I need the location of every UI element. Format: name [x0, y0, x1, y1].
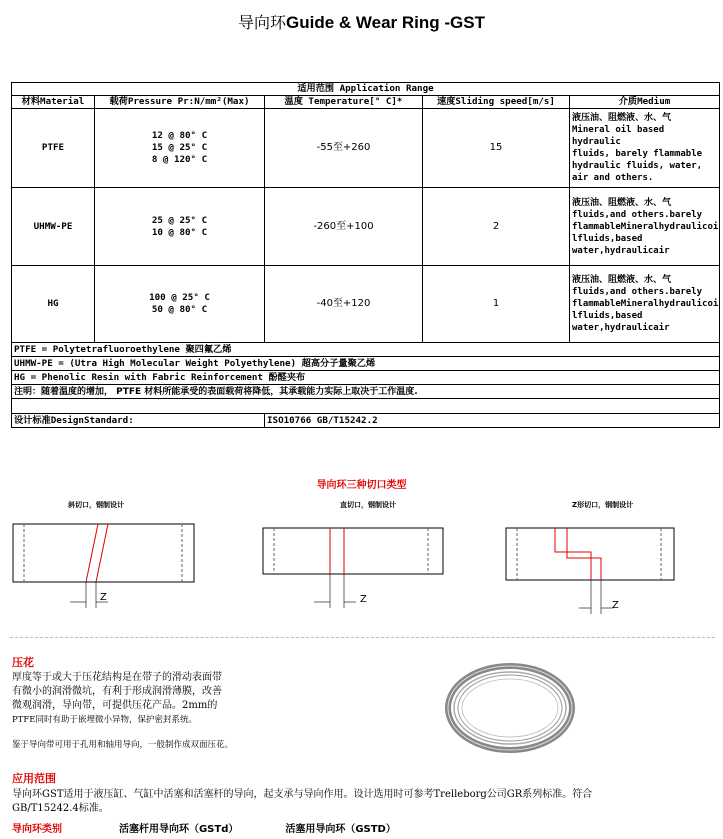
- speed-cell: 1: [423, 266, 570, 343]
- straight-cut-diagram: [262, 522, 447, 614]
- categories-label: 导向环类别: [12, 824, 62, 835]
- application-text: 导向环GST适用于液压缸、气缸中活塞和活塞杆的导向，起支承与导向作用。设计选用时可参考Trelleborg公司GR系列标准。符合 GB/T15242.4标准。: [12, 789, 593, 814]
- cut-label-angled: 斜切口，钢制设计: [68, 501, 124, 509]
- cut-label-straight: 直切口，钢制设计: [340, 501, 396, 509]
- note-temperature: 注明：随着温度的增加， PTFE 材料所能承受的表面载荷将降低，其承载能力实际上取决于工作温度.: [12, 385, 720, 399]
- cut-label-z: Z形切口，钢制设计: [572, 501, 634, 509]
- z-label-3: Z: [612, 600, 619, 611]
- col-header-medium: 介质Medium: [570, 96, 720, 109]
- z-label-1: Z: [100, 592, 107, 603]
- col-header-material: 材料Material: [12, 96, 95, 109]
- category-rod: 活塞杆用导向环（GSTd）: [118, 824, 239, 835]
- col-header-speed: 速度Sliding speed[m/s]: [423, 96, 570, 109]
- medium-cell: 液压油、阻燃液、水、气 fluids,and others.barely flammableMineralhydraulicoi lfluids,based water,hydraulicair: [570, 188, 720, 266]
- design-standard-label: 设计标准DesignStandard:: [12, 414, 265, 428]
- design-standard-value: ISO10766 GB/T15242.2: [265, 414, 720, 428]
- category-piston: 活塞用导向环（GSTD）: [285, 824, 396, 835]
- application-heading: 应用范围: [12, 772, 56, 785]
- page-title: [0, 10, 723, 33]
- z-cut-diagram: [505, 522, 690, 618]
- table-row: [12, 266, 720, 343]
- material-cell: PTFE: [12, 109, 95, 188]
- medium-cell: 液压油、阻燃液、水、气 Mineral oil based hydraulic fluids, barely flammable hydraulic fluids, water, air and others.: [570, 109, 720, 188]
- pressure-cell: 100 @ 25° C 50 @ 80° C: [95, 266, 265, 343]
- pressure-cell: 12 @ 80° C 15 @ 25° C 8 @ 120° C: [95, 109, 265, 188]
- title-en: Guide & Wear Ring -GST: [286, 13, 485, 32]
- table-header-row: [12, 96, 720, 109]
- z-label-2: Z: [360, 594, 367, 605]
- categories-row: [12, 820, 396, 835]
- speed-cell: 2: [423, 188, 570, 266]
- divider: [10, 637, 715, 638]
- temperature-cell: -260至+100: [265, 188, 423, 266]
- col-header-temperature: 温度 Temperature[° C]*: [265, 96, 423, 109]
- knurl-paragraph: 厚度等于或大于压花结构是在带子的滑动表面带 有微小的润滑微坑，有利于形成润滑薄膜，改善 微观润滑，导向带，可提供压花产品。2mm的 PTFE同时有助于嵌埋微小异物，保护密封系统。: [12, 672, 222, 725]
- table-caption: 适用范围 Application Range: [12, 83, 720, 96]
- application-range-table: [11, 82, 720, 428]
- speed-cell: 15: [423, 109, 570, 188]
- temperature-cell: -55至+260: [265, 109, 423, 188]
- medium-cell: 液压油、阻燃液、水、气 fluids,and others.barely flammableMineralhydraulicoi lfluids,based water,hydraulicair: [570, 266, 720, 343]
- note-hg: HG = Phenolic Resin with Fabric Reinforcement 酚醛夹布: [12, 371, 720, 385]
- note-ptfe: PTFE = Polytetrafluoroethylene 聚四氟乙烯: [12, 343, 720, 357]
- title-cn: 导向环: [238, 13, 287, 32]
- table-row: [12, 109, 720, 188]
- pressure-cell: 25 @ 25° C 10 @ 80° C: [95, 188, 265, 266]
- knurl-heading: 压花: [12, 656, 34, 669]
- note-uhmwpe: UHMW-PE = (Utra High Molecular Weight Polyethylene) 超高分子量聚乙烯: [12, 357, 720, 371]
- cut-types-title: 导向环三种切口类型: [316, 480, 407, 491]
- knurl-note: 鉴于导向带可用于孔用和轴用导向，一般制作成双面压花。: [12, 740, 234, 750]
- material-cell: UHMW-PE: [12, 188, 95, 266]
- table-row: [12, 188, 720, 266]
- temperature-cell: -40至+120: [265, 266, 423, 343]
- col-header-pressure: 载荷Pressure Pr:N/mm²(Max): [95, 96, 265, 109]
- guide-ring-image: [440, 658, 580, 758]
- material-cell: HG: [12, 266, 95, 343]
